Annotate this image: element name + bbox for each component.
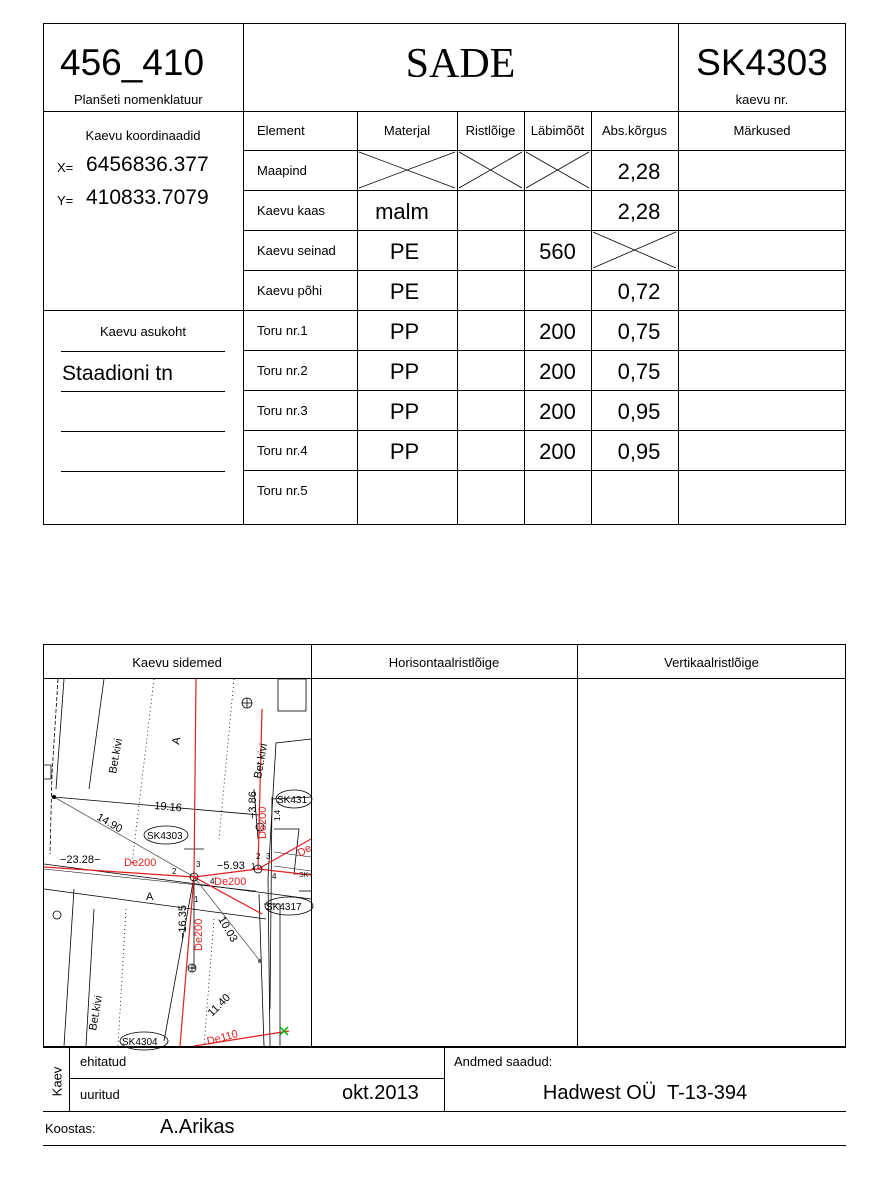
kaev-label: Kaev (49, 1066, 65, 1097)
map-label-betkivi: Bet.kivi (252, 742, 271, 780)
row-diameter: 200 (539, 319, 576, 344)
site-sketch-map (44, 679, 314, 1048)
location-title: Kaevu asukoht (99, 324, 186, 339)
map-well-tag: SK4303 (147, 831, 183, 842)
map-pipe-label: De200 (193, 918, 205, 951)
map-label-road: A (170, 736, 184, 746)
row-abs: 2,28 (617, 159, 661, 184)
x-label: X= (57, 160, 74, 175)
built-label: ehitatud (80, 1054, 127, 1069)
row-abs: 2,28 (617, 199, 661, 224)
row-diameter: 560 (539, 239, 576, 264)
map-well-tag: SK4304 (122, 1037, 158, 1048)
data-source-label: Andmed saadud: (454, 1054, 553, 1069)
row-material: PP (389, 399, 420, 424)
crossed-cell-material-maapind (357, 150, 457, 190)
location-value: Staadioni tn (62, 362, 173, 385)
map-node-number: 3 (266, 852, 271, 861)
map-pipe-label: De200 (257, 806, 269, 839)
row-diameter: 200 (539, 359, 576, 384)
well-label: kaevu nr. (735, 92, 789, 107)
col-header-material: Materjal (383, 123, 431, 138)
col-header-diameter: Läbimõõt (530, 123, 585, 138)
map-node-number: 2 (172, 867, 177, 876)
map-node-number: 3 (196, 860, 201, 869)
map-dimension: −16.35 (177, 905, 189, 939)
row-abs: 0,72 (617, 279, 661, 304)
row-material: PE (389, 239, 420, 264)
row-material: PE (389, 279, 420, 304)
map-dimension: 14.90 (94, 811, 125, 836)
map-dimension: 19.16 (153, 800, 183, 815)
row-abs: 0,75 (617, 319, 661, 344)
author-label: Koostas: (45, 1121, 96, 1136)
row-diameter: 200 (539, 439, 576, 464)
row-material: malm (375, 199, 429, 224)
row-element: Toru nr.1 (257, 322, 308, 338)
map-dimension: −3.86 (247, 791, 259, 819)
map-pipe-label: De (295, 842, 314, 860)
row-abs: 0,95 (617, 399, 661, 424)
map-pipe-label: De110 (205, 1028, 240, 1048)
author-name: A.Arikas (160, 1116, 235, 1138)
row-element: Toru nr.5 (257, 482, 308, 498)
map-label-betkivi: Bet.kivi (87, 994, 106, 1032)
row-diameter: 200 (539, 399, 576, 424)
map-well-tag: SK431 (277, 795, 308, 806)
col-header-notes: Märkused (733, 123, 791, 138)
map-label-betkivi: Bet.kivi (107, 737, 126, 775)
map-dimension: −23.28− (60, 854, 101, 866)
col-header-element: Element (257, 123, 305, 138)
survey-date: okt.2013 (342, 1082, 419, 1104)
row-element: Kaevu põhi (257, 282, 323, 298)
x-value: 6456836.377 (86, 153, 209, 176)
col-header-horizontal: Horisontaalristlõige (388, 654, 500, 670)
map-node-number: 4 (272, 872, 277, 881)
map-dimension: 11.40 (205, 991, 234, 1020)
crossed-cell-diameter-maapind (524, 150, 591, 190)
row-element: Kaevu seinad (257, 242, 336, 258)
map-node-number: 4 (210, 877, 215, 886)
sheet-number: 456_410 (60, 42, 205, 83)
col-header-ties: Kaevu sidemed (132, 654, 222, 670)
row-abs: 0,95 (617, 439, 661, 464)
measured-label: uuritud (80, 1087, 120, 1102)
col-header-section: Ristlõige (465, 123, 516, 138)
col-header-vertical: Vertikaalristlõige (664, 654, 759, 670)
y-value: 410833.7079 (86, 186, 209, 209)
map-dimension: 10.03 (215, 914, 240, 945)
data-source-value: Hadwest OÜ T-13-394 (542, 1082, 748, 1104)
col-header-abs: Abs.kõrgus (601, 123, 668, 138)
sheet-label: Planšeti nomenklatuur (74, 92, 203, 107)
y-label: Y= (57, 193, 74, 208)
row-element: Kaevu kaas (257, 202, 325, 218)
row-material: PP (389, 359, 420, 384)
row-element: Toru nr.4 (257, 442, 308, 458)
map-node-number: 2 (256, 852, 261, 861)
map-node-number: 1 (251, 862, 256, 871)
row-element: Maapind (257, 162, 307, 178)
map-node-number: 1 (194, 895, 199, 904)
row-element: Toru nr.3 (257, 402, 308, 418)
row-material: PP (389, 319, 420, 344)
map-pipe-label: De200 (124, 857, 157, 869)
crossed-cell-section-maapind (457, 150, 524, 190)
map-label: SK (299, 872, 309, 879)
map-pipe-label: De200 (214, 876, 247, 888)
map-dimension: −5.93 (217, 860, 245, 872)
document-type: SADE (405, 41, 516, 87)
well-id: SK4303 (696, 42, 828, 83)
row-material: PP (389, 439, 420, 464)
row-element: Toru nr.2 (257, 362, 308, 378)
map-well-tag: SK4317 (266, 902, 302, 913)
crossed-cell-abs-walls (591, 230, 678, 270)
coords-title: Kaevu koordinaadid (85, 128, 201, 143)
map-label-road: A (146, 891, 154, 903)
map-dimension: 1.4 (273, 809, 282, 821)
row-abs: 0,75 (617, 359, 661, 384)
